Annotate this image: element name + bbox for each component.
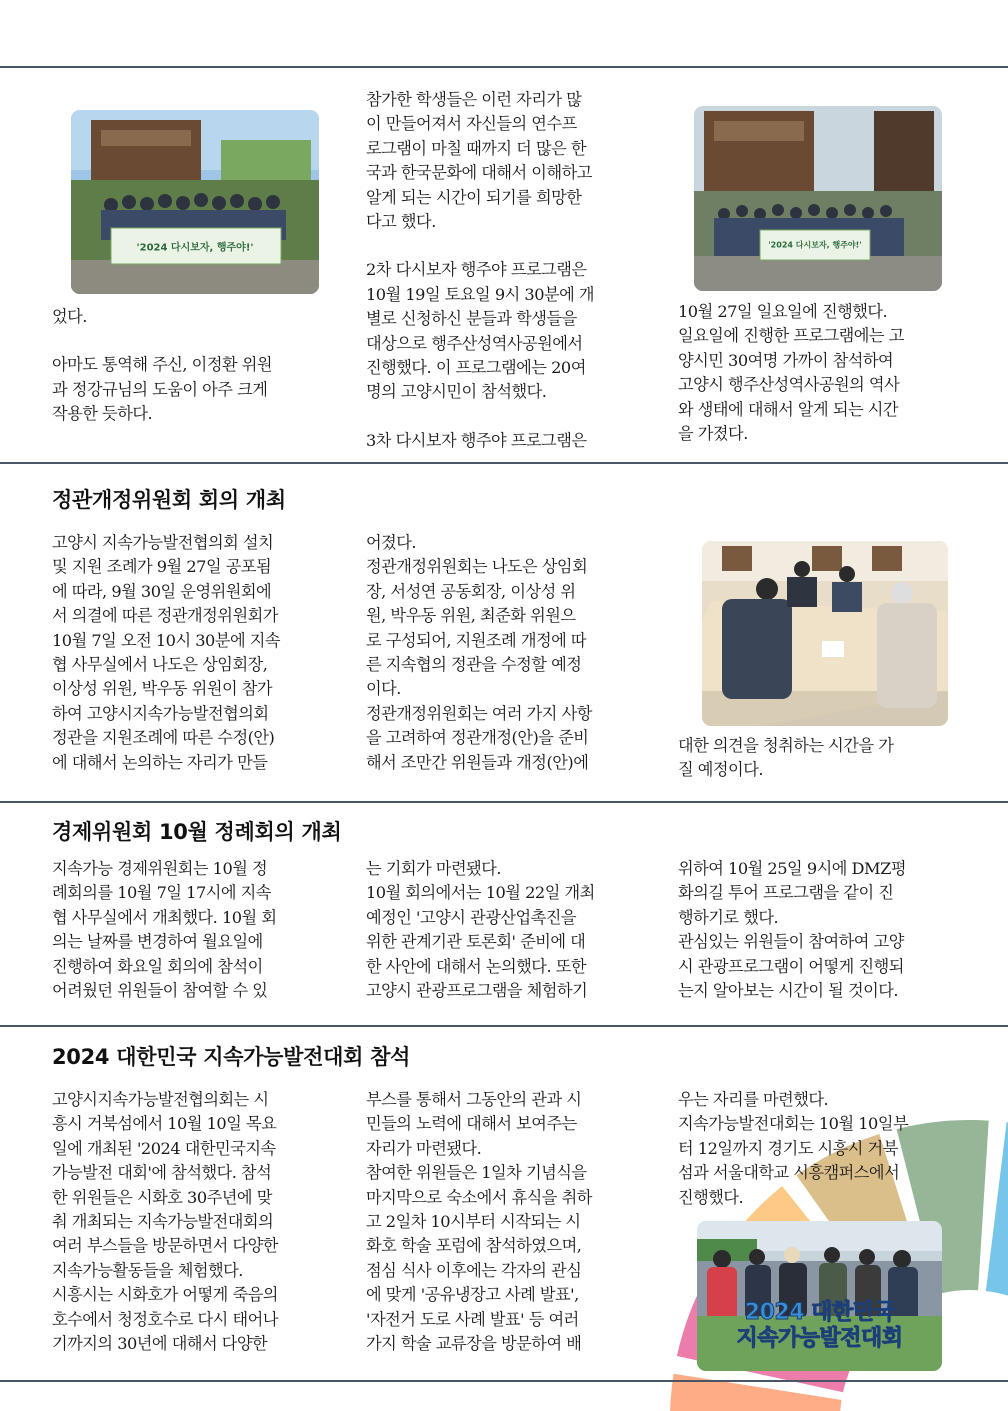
text-line: 여러 부스들을 방문하면서 다양한: [52, 1236, 278, 1256]
text-line: 화호 학술 포럼에 참석하였으며,: [366, 1236, 582, 1256]
text-column: [52, 305, 339, 427]
divider: [0, 801, 1008, 803]
text-line: 와 생태에 대해서 알게 되는 시간: [678, 399, 899, 419]
text-line: 장, 서성연 공동회장, 이상성 위: [366, 581, 576, 601]
photo-banner-text: '2024 다시보자, 행주야!': [768, 240, 862, 250]
text-line: 섬과 서울대학교 시흥캠퍼스에서: [678, 1163, 900, 1183]
text-line: 과 정강규님의 도움이 아주 크게: [52, 379, 268, 399]
sdg-wheel-segment: [986, 1122, 1008, 1302]
text-line: 예정인 '고양시 관광산업촉진을: [366, 907, 577, 927]
text-line: 10월 7일 오전 10시 30분에 지속: [52, 630, 281, 650]
text-column: [366, 88, 653, 453]
text-line: 시 관광프로그램이 어떻게 진행되: [678, 956, 904, 976]
text-line: 자리가 마련됐다.: [366, 1138, 482, 1158]
text-column: [366, 531, 653, 775]
text-line: 명의 고양시민이 참석했다.: [366, 382, 547, 402]
text-line: 로그램이 마칠 때까지 더 많은 한: [366, 138, 587, 158]
text-line: 가능발전 대회'에 참석했다. 참석: [52, 1163, 272, 1183]
text-line: 서 의결에 따른 정관개정위원회가: [52, 606, 278, 626]
text-line: 기까지의 30년에 대해서 다양한: [52, 1334, 268, 1354]
text-column: [678, 734, 967, 783]
text-column: [678, 300, 967, 446]
paragraph-gap: [366, 405, 653, 429]
text-line: 하여 고양시지속가능발전협의회: [52, 703, 269, 723]
text-line: 10월 19일 토요일 9시 30분에 개: [366, 284, 595, 304]
text-line: 협 사무실에서 개최했다. 10월 회: [52, 907, 277, 927]
section-title: 정관개정위원회 회의 개최: [52, 488, 286, 512]
divider: [0, 66, 1008, 68]
text-line: 었다.: [52, 307, 87, 326]
text-line: 는지 알아보는 시간이 될 것이다.: [678, 981, 899, 1001]
meeting-photo: [702, 541, 948, 726]
text-line: 부스를 통해서 그동안의 관과 시: [366, 1090, 582, 1109]
text-line: 는 기회가 마련됐다.: [366, 859, 502, 878]
text-line: 화의길 투어 프로그램을 같이 진: [678, 883, 894, 903]
text-line: 고양시 관광프로그램을 체험하기: [366, 981, 588, 1001]
text-line: 에 맞게 '공유냉장고 사례 발표',: [366, 1285, 579, 1305]
text-line: 관심있는 위원들이 참여하여 고양: [678, 932, 904, 952]
text-column: [366, 857, 653, 1003]
paragraph-gap: [366, 234, 653, 258]
text-line: 3차 다시보자 행주야 프로그램은: [366, 430, 587, 450]
text-line: 별로 신청하신 분들과 학생들을: [366, 309, 577, 329]
text-line: 이상성 위원, 박우동 위원이 참가: [52, 679, 273, 699]
text-line: 알게 되는 시간이 되기를 희망한: [366, 187, 582, 207]
text-line: 진행하여 화요일 회의에 참석이: [52, 956, 263, 976]
text-line: 2차 다시보자 행주야 프로그램은: [366, 260, 587, 280]
text-line: 고양시 지속가능발전협의회 설치: [52, 533, 274, 552]
event-sign-line1: 2024 대한민국: [744, 1300, 895, 1325]
text-line: 어졌다.: [366, 533, 417, 552]
text-line: 위한 관계기관 토론회' 준비에 대: [366, 932, 586, 952]
divider: [0, 462, 1008, 464]
text-line: 다고 했다.: [366, 212, 436, 232]
text-line: 한 사안에 대해서 논의했다. 또한: [366, 956, 587, 976]
text-line: 어려웠던 위원들이 참여할 수 있: [52, 981, 268, 1001]
text-line: 고양시 행주산성역사공원의 역사: [678, 375, 900, 395]
text-line: 대한 의견을 청취하는 시간을 가: [678, 736, 894, 755]
text-line: 을 가졌다.: [678, 424, 748, 444]
text-line: 시흥시는 시화호가 어떻게 죽음의: [52, 1285, 278, 1305]
text-line: 및 지원 조례가 9월 27일 공포됨: [52, 557, 272, 577]
text-line: 정관개정위원회는 여러 가지 사항: [366, 703, 592, 723]
text-line: 행하기로 했다.: [678, 907, 779, 927]
text-line: 작용한 듯하다.: [52, 404, 153, 424]
text-line: 한 위원들은 시화호 30주년에 맞: [52, 1187, 272, 1207]
text-line: 고양시지속가능발전협의회는 시: [52, 1090, 269, 1109]
text-line: 정관을 지원조례에 따른 수정(안): [52, 728, 275, 748]
text-line: 진행했다. 이 프로그램에는 20여: [366, 358, 586, 378]
text-line: 진행했다.: [678, 1187, 744, 1207]
text-line: 고 2일차 10시부터 시작되는 시: [366, 1212, 581, 1232]
text-column: [52, 1088, 339, 1356]
text-line: 국과 한국문화에 대해서 이해하고: [366, 163, 592, 183]
text-line: 원, 박우동 위원, 최준화 위원으: [366, 606, 576, 626]
text-column: [52, 857, 339, 1003]
text-column: [52, 531, 339, 775]
text-line: 질 예정이다.: [678, 760, 763, 780]
text-line: 이 만들어져서 자신들의 연수프: [366, 114, 577, 134]
text-line: 에 따라, 9월 30일 운영위원회에: [52, 581, 272, 601]
text-line: 지속가능활동들을 체험했다.: [52, 1260, 243, 1280]
photo-banner-text: '2024 다시보자, 행주야!': [136, 242, 254, 254]
text-line: 협 사무실에서 나도은 상임회장,: [52, 655, 268, 675]
divider: [0, 1025, 1008, 1027]
text-line: 민들의 노력에 대해서 보여주는: [366, 1114, 577, 1134]
text-line: 춰 개최되는 지속가능발전대회의: [52, 1212, 274, 1232]
event-sign-line2: 지속가능발전대회: [736, 1326, 903, 1351]
text-line: 을 고려하여 정관개정(안)을 준비: [366, 728, 589, 748]
text-line: 대상으로 행주산성역사공원에서: [366, 333, 583, 353]
text-line: 른 지속협의 정관을 수정할 예정: [366, 655, 582, 675]
text-line: 위하여 10월 25일 9시에 DMZ평: [678, 859, 906, 878]
text-line: 정관개정위원회는 나도은 상임회: [366, 557, 588, 577]
text-line: 일요일에 진행한 프로그램에는 고: [678, 326, 904, 346]
divider: [0, 1380, 1008, 1382]
text-line: '자전거 도로 사례 발표' 등 여러: [366, 1309, 579, 1329]
text-line: 이다.: [366, 679, 401, 699]
text-line: 에 대해서 논의하는 자리가 만들: [52, 752, 268, 772]
text-line: 양시민 30여명 가까이 참석하여: [678, 350, 894, 370]
text-line: 참가한 학생들은 이런 자리가 많: [366, 90, 582, 109]
sustainability-forum-photo: [697, 1221, 942, 1371]
text-line: 점심 식사 이후에는 각자의 관심: [366, 1260, 582, 1280]
text-line: 일에 개최된 '2024 대한민국지속: [52, 1138, 276, 1158]
text-line: 지속가능발전대회는 10월 10일부: [678, 1114, 909, 1134]
text-line: 호수에서 청정호수로 다시 태어나: [52, 1309, 278, 1329]
text-line: 마지막으로 숙소에서 휴식을 취하: [366, 1187, 592, 1207]
text-column: [366, 1088, 653, 1356]
text-line: 례회의를 10월 7일 17시에 지속: [52, 883, 271, 903]
text-column: [678, 1088, 967, 1210]
text-line: 흥시 거북섬에서 10월 10일 목요: [52, 1114, 277, 1134]
text-line: 10월 27일 일요일에 진행했다.: [678, 302, 888, 321]
haengju-group-photo-2: [694, 106, 942, 291]
text-line: 우는 자리를 마련했다.: [678, 1090, 829, 1109]
text-line: 로 구성되어, 지원조례 개정에 따: [366, 630, 587, 650]
text-line: 참여한 위원들은 1일차 기념식을: [366, 1163, 587, 1183]
text-line: 가지 학술 교류장을 방문하여 배: [366, 1334, 582, 1354]
text-column: [678, 857, 967, 1003]
text-line: 아마도 통역해 주신, 이정환 위원: [52, 355, 273, 375]
text-line: 터 12일까지 경기도 시흥시 거북: [678, 1138, 898, 1158]
section-title: 2024 대한민국 지속가능발전대회 참석: [52, 1045, 411, 1069]
paragraph-gap: [52, 329, 339, 353]
text-line: 지속가능 경제위원회는 10월 정: [52, 859, 268, 878]
text-line: 의는 날짜를 변경하여 월요일에: [52, 932, 263, 952]
section-title: 경제위원회 10월 정례회의 개최: [52, 820, 342, 844]
text-line: 해서 조만간 위원들과 개정(안)에: [366, 752, 589, 772]
text-line: 10월 회의에서는 10월 22일 개최: [366, 883, 595, 903]
haengju-group-photo-1: [71, 110, 319, 294]
